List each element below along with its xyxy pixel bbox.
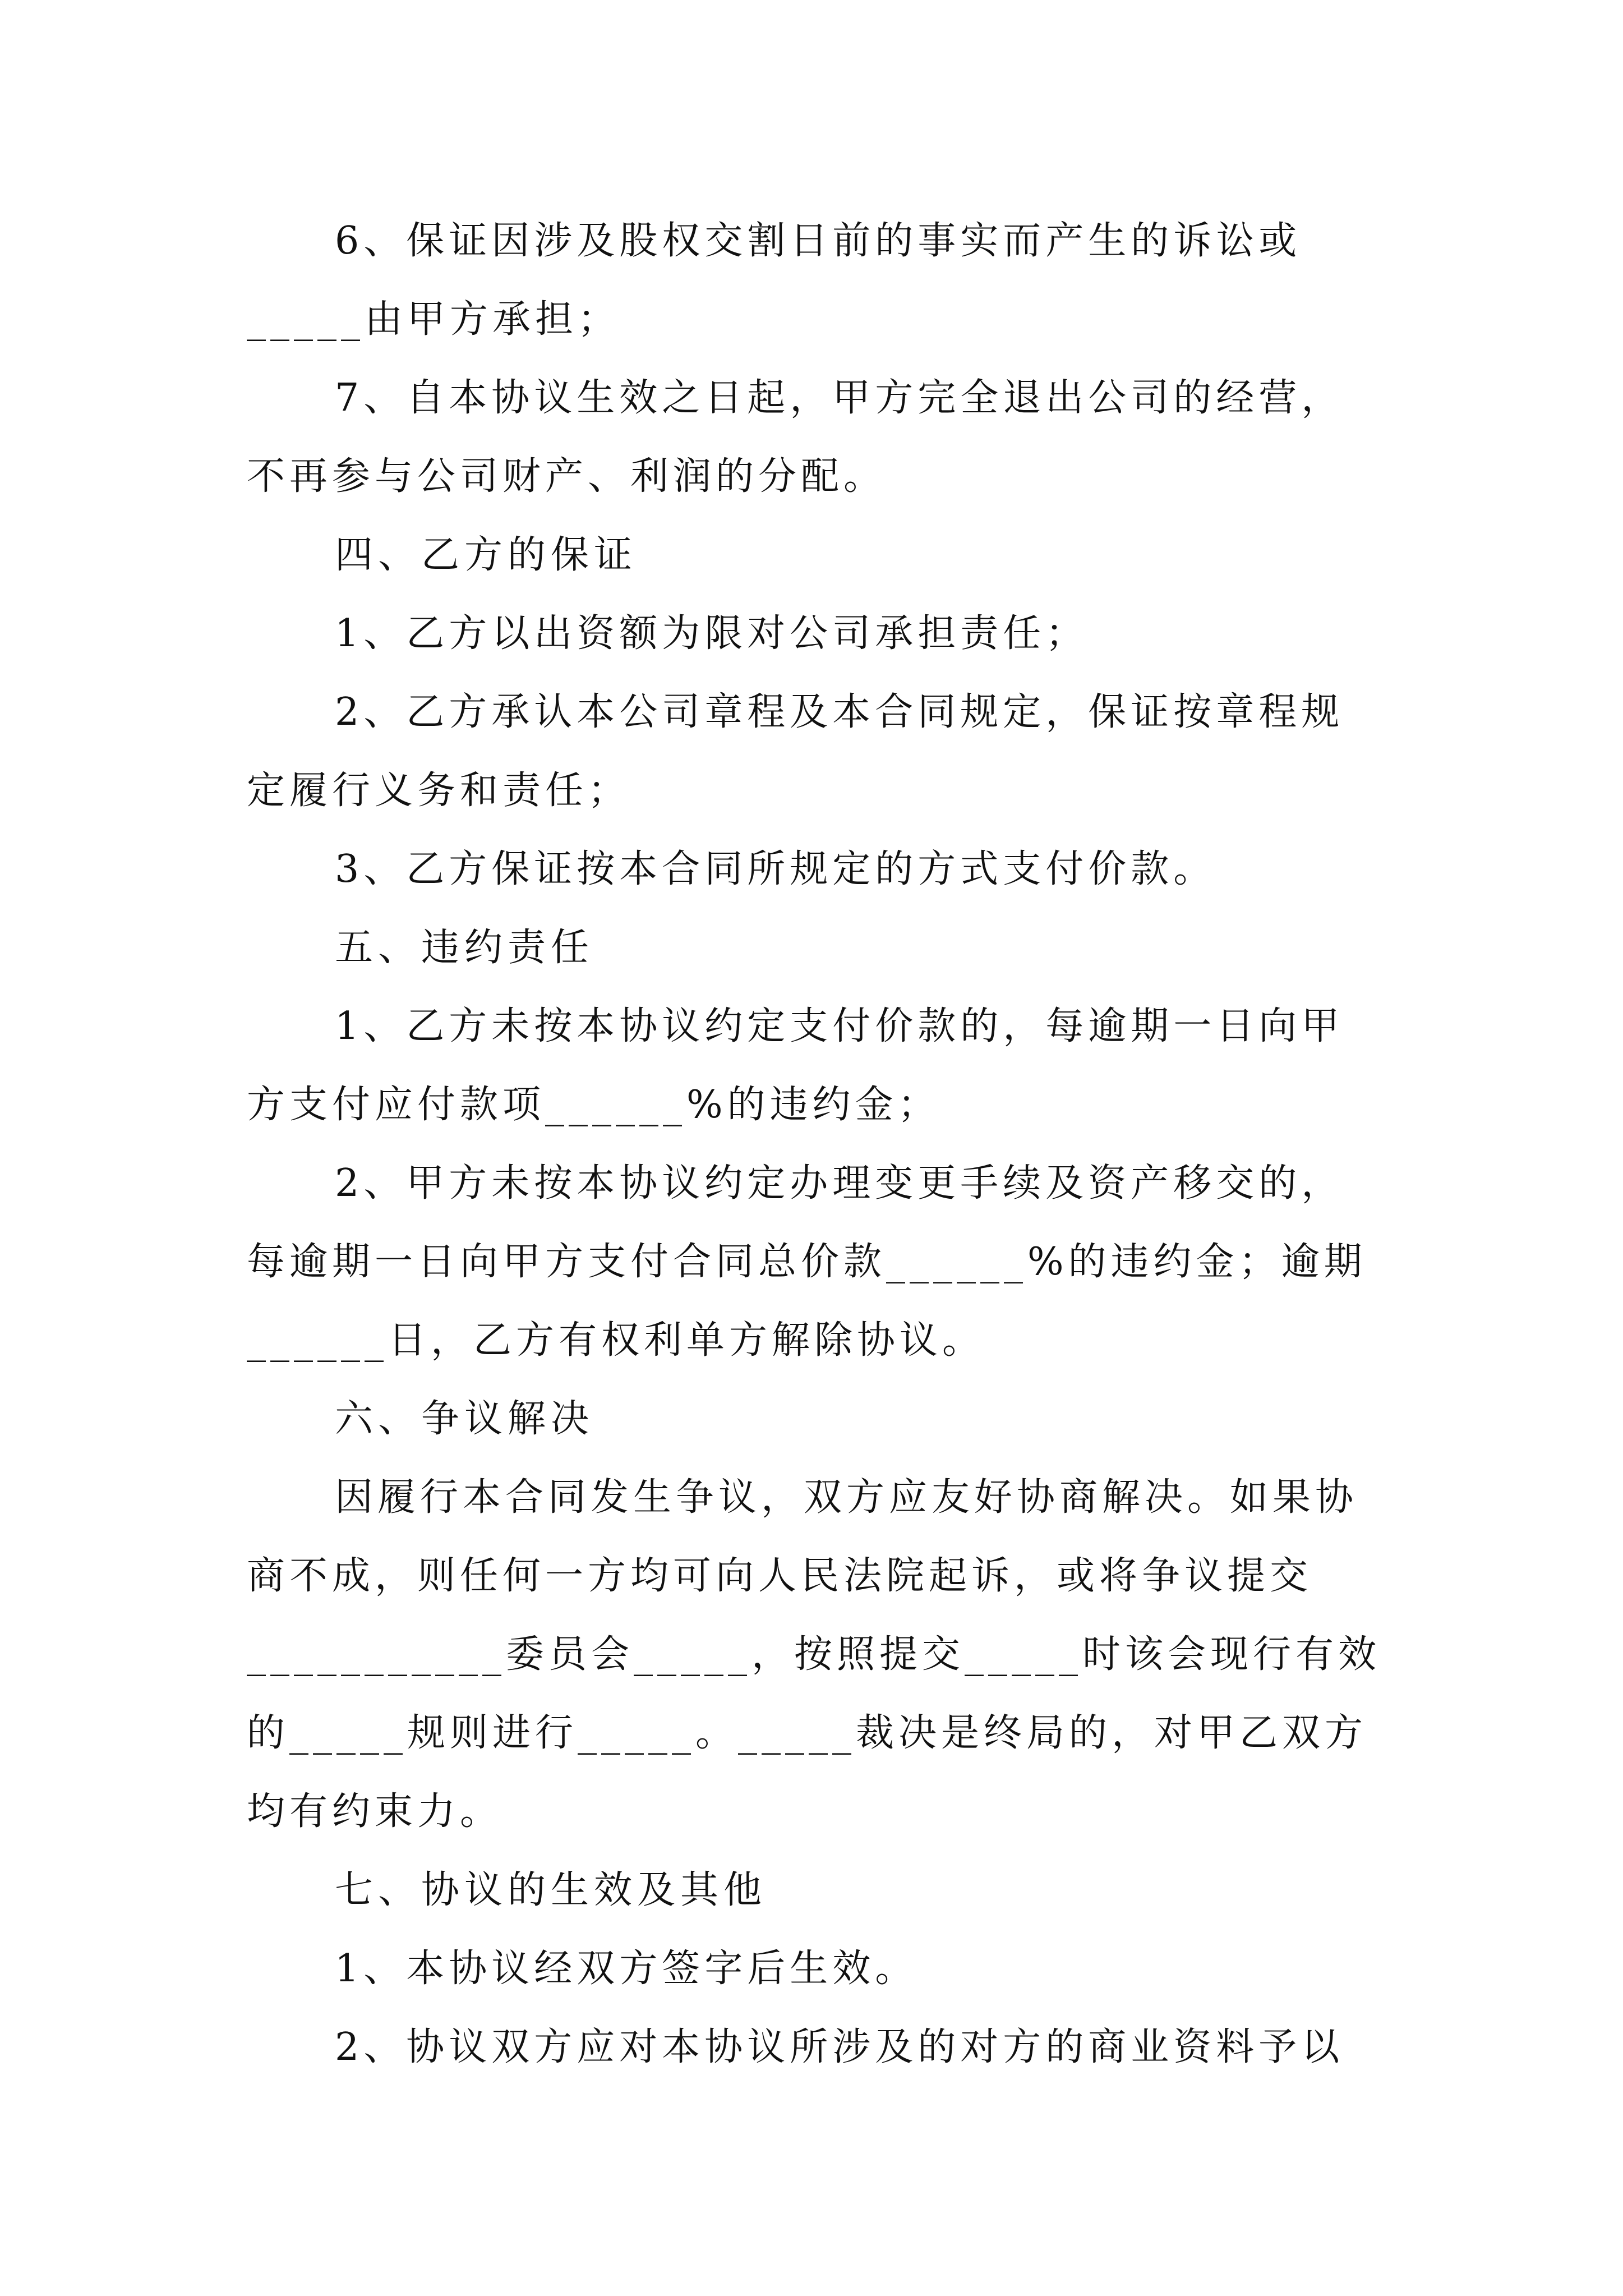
clause-4-2-line-1: 2、乙方承认本公司章程及本合同规定，保证按章程规 <box>335 690 1344 734</box>
section-heading-5: 五、违约责任 <box>335 926 594 970</box>
clause-3-7-line-2: 不再参与公司财产、利润的分配。 <box>247 454 887 499</box>
clause-6-line-2: 商不成，则任何一方均可向人民法院起诉，或将争议提交 <box>247 1554 1313 1598</box>
clause-4-2-line-2: 定履行义务和责任； <box>247 769 631 813</box>
clause-5-1-line-2: 方支付应付款项______%的违约金； <box>247 1083 940 1127</box>
section-heading-4: 四、乙方的保证 <box>335 533 638 577</box>
clause-3-6-line-1: 6、保证因涉及股权交割日前的事实而产生的诉讼或 <box>335 219 1302 263</box>
clause-5-2-line-1: 2、甲方未按本协议约定办理变更手续及资产移交的， <box>335 1161 1344 1205</box>
clause-5-2-line-2: 每逾期一日向甲方支付合同总价款______%的违约金；逾期 <box>247 1240 1367 1284</box>
clause-6-line-5: 均有约束力。 <box>247 1789 503 1834</box>
section-heading-6: 六、争议解决 <box>335 1397 594 1441</box>
clause-3-7-line-1: 7、自本协议生效之日起，甲方完全退出公司的经营， <box>335 376 1344 420</box>
clause-5-2-line-3: ______日，乙方有权利单方解除协议。 <box>247 1318 985 1363</box>
section-heading-7: 七、协议的生效及其他 <box>335 1868 767 1912</box>
clause-4-1: 1、乙方以出资额为限对公司承担责任； <box>335 611 1089 656</box>
clause-6-line-3: ___________委员会_____，按照提交_____时该会现行有效 <box>247 1632 1381 1677</box>
clause-3-6-line-2: _____由甲方承担； <box>247 297 621 342</box>
clause-5-1-line-1: 1、乙方未按本协议约定支付价款的，每逾期一日向甲 <box>335 1004 1344 1048</box>
clause-6-line-1: 因履行本合同发生争议，双方应友好协商解决。如果协 <box>335 1475 1358 1520</box>
clause-7-1: 1、本协议经双方签字后生效。 <box>335 1947 918 1991</box>
clause-7-2-line-1: 2、协议双方应对本协议所涉及的对方的商业资料予以 <box>335 2025 1344 2069</box>
clause-4-3: 3、乙方保证按本合同所规定的方式支付价款。 <box>335 847 1216 891</box>
clause-6-line-4: 的_____规则进行_____。_____裁决是终局的，对甲乙双方 <box>247 1711 1368 1755</box>
